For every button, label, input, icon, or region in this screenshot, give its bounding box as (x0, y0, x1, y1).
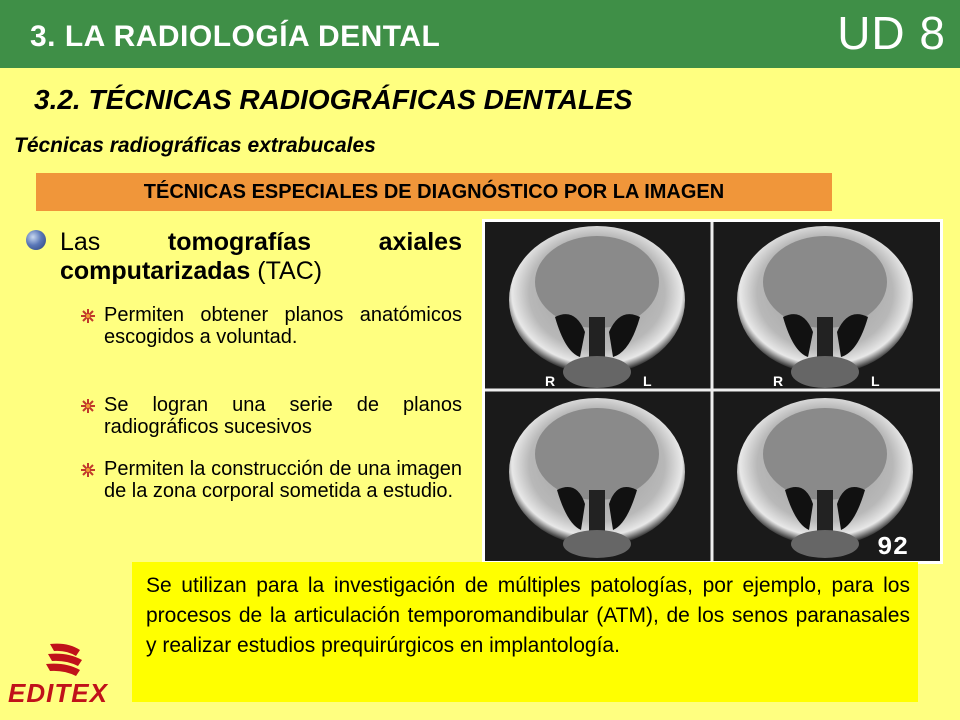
main-bullet-suffix: (TAC) (250, 257, 323, 285)
sub-item-1: Permiten obtener planos anatómicos escogidos a voluntad. (104, 304, 462, 348)
info-text: Se utilizan para la investigación de múltiples patologías, por ejemplo, para los procesos de la articulación temporomandibular (ATM), de los senos paranasales y realizar estudios prequirúrgicos en implantología. (146, 574, 910, 657)
subsection-title: Técnicas radiográficas extrabucales (14, 134, 376, 157)
star-bullet-icon (80, 398, 96, 414)
ct-marker-l: L (643, 373, 652, 389)
page-title: 3. LA RADIOLOGÍA DENTAL (30, 20, 441, 53)
ct-scan-image (482, 219, 943, 564)
ct-marker-l: L (871, 373, 880, 389)
ct-marker-r: R (773, 373, 784, 389)
ct-scan-grid (485, 222, 940, 561)
unit-label: UD 8 (837, 7, 946, 59)
ct-marker-r: R (545, 373, 556, 389)
main-bullet-text (60, 228, 462, 286)
main-bullet-prefix: Las (60, 228, 168, 256)
bullet-sphere-icon (26, 230, 46, 250)
sub-item-3: Permiten la construcción de una imagen de la zona corporal sometida a estudio. (104, 458, 462, 502)
main-bullet-bold: tomografías axiales computarizadas (60, 228, 462, 285)
star-bullet-icon (80, 462, 96, 478)
editex-logo-text: EDITEX (8, 678, 108, 708)
section-title: 3.2. TÉCNICAS RADIOGRÁFICAS DENTALES (34, 84, 633, 115)
star-bullet-icon (80, 308, 96, 324)
topic-banner: TÉCNICAS ESPECIALES DE DIAGNÓSTICO POR LA IMAGEN (36, 173, 832, 211)
sub-item-2: Se logran una serie de planos radiográficos sucesivos (104, 394, 462, 438)
ct-corner-number: 92 (877, 532, 909, 561)
